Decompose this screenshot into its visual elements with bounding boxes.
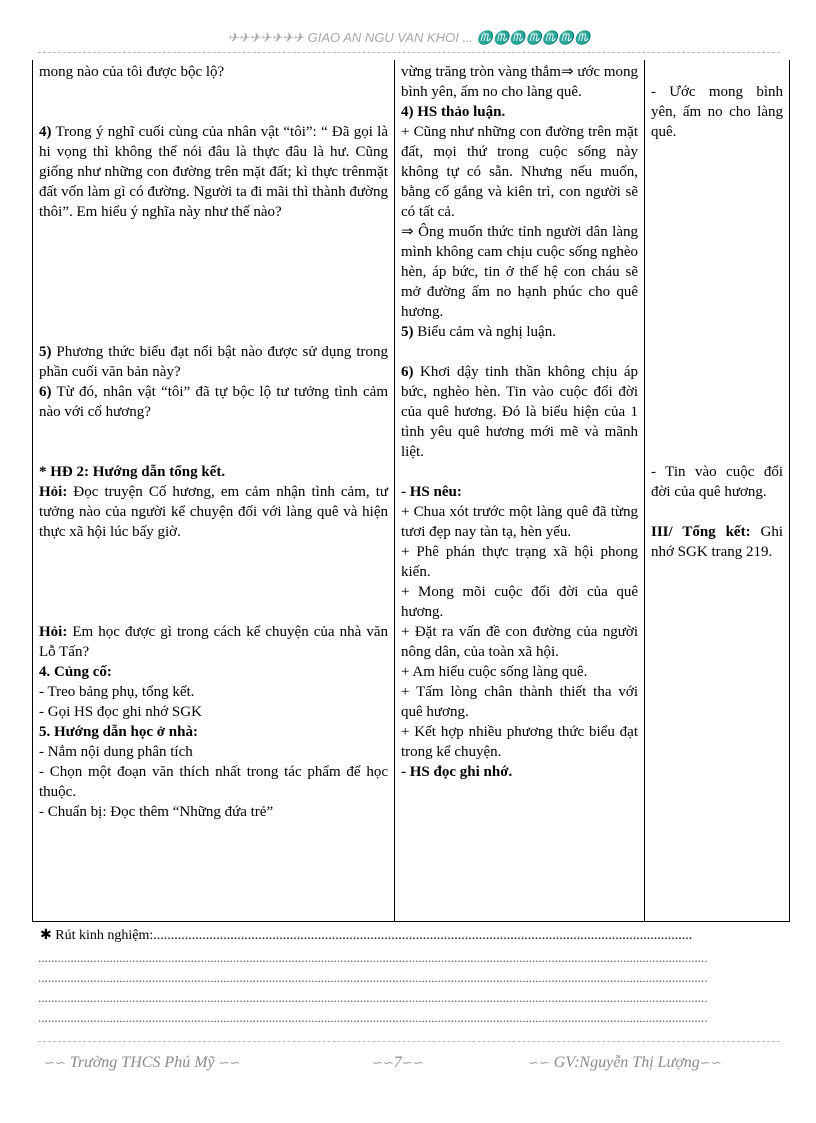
paragraph (401, 662, 638, 682)
paragraph (39, 582, 388, 602)
paragraph-text: Trong ý nghĩ cuối cùng của nhân vật “tôi”: “ Đã gọi là hi vọng thì không thể nói đâu là thực đâu là hư. Cũng giống như những con đường trên mặt đất; kì thực trênmặt đất vốn làm gì có đường. Người ta đi mãi thì thành đường thôi”. Em hiểu ý nghĩa này như thế nào? (39, 124, 388, 220)
paragraph (39, 322, 388, 342)
paragraph (39, 702, 388, 722)
footer-teacher (528, 1052, 722, 1074)
paragraph-text: + Mong mõi cuộc đổi đời của quê hương. (401, 584, 638, 620)
ornament-icon: ∽∽ (401, 1055, 424, 1070)
paragraph-text: - Gọi HS đọc ghi nhớ SGK (39, 704, 202, 720)
paragraph-text: + Đặt ra vấn đề con đường của người nông dân, của toàn xã hội. (401, 624, 638, 660)
paragraph (401, 762, 638, 782)
experience-notes (40, 926, 770, 946)
paragraph-text: Ghi nhớ SGK trang 219. (651, 524, 784, 560)
paragraph-text: Phương thức biểu đạt nổi bật nào được sử dụng trong phần cuối văn bản này? (39, 344, 388, 380)
paragraph (651, 62, 783, 82)
teacher-student-activity-column (33, 60, 395, 922)
paragraph-text: Biểu cảm và nghị luận. (413, 324, 556, 340)
paragraph-text: Em học được gì trong cách kể chuyện của nhà văn Lỗ Tấn? (39, 624, 388, 660)
lesson-table (32, 60, 790, 922)
paragraph (651, 242, 783, 262)
note-line: .............................................................................................................................................................................................................. (38, 970, 708, 985)
table-row (33, 60, 790, 922)
teacher-name: GV:Nguyễn Thị Lượng (553, 1054, 700, 1071)
bold-lead: 4) HS thảo luận. (401, 104, 506, 120)
paragraph (651, 202, 783, 222)
bold-lead: Hỏi: (39, 624, 68, 640)
paragraph-text: - Treo bảng phụ, tổng kết. (39, 684, 195, 700)
paragraph (39, 762, 388, 802)
paragraph (39, 62, 388, 82)
paragraph (651, 82, 783, 142)
paragraph (651, 522, 783, 562)
paragraph-text: + Cũng như những con đường trên mặt đất, mọi thứ trong cuộc sống này không tự có sẵn. Nhưng nếu muốn, bằng cố gắng và kiên trì, con người sẽ có tất cả. (401, 124, 638, 220)
paragraph-text: + Phê phán thực trạng xã hội phong kiến. (401, 544, 638, 580)
ornament-icon: ∽∽ (528, 1055, 550, 1070)
paragraph-text: + Kết hợp nhiều phương thức biểu đạt trong kể chuyện. (401, 724, 638, 760)
paragraph (651, 182, 783, 202)
paragraph (39, 102, 388, 122)
paragraph (651, 222, 783, 242)
paragraph (651, 502, 783, 522)
paragraph (401, 682, 638, 722)
paragraph (651, 302, 783, 322)
paragraph (401, 622, 638, 662)
paragraph (401, 722, 638, 762)
bold-lead: - HS nêu: (401, 484, 462, 500)
paragraph (651, 342, 783, 362)
paragraph-text: - Ước mong bình yên, ấm no cho làng quê. (651, 84, 783, 140)
paragraph (39, 722, 388, 742)
paragraph (39, 262, 388, 282)
content-summary-column (645, 60, 790, 922)
paragraph (651, 262, 783, 282)
ornament-icon: ∽∽ (699, 1055, 722, 1070)
paragraph (39, 662, 388, 682)
paragraph (39, 742, 388, 762)
paragraph (651, 362, 783, 382)
paragraph-text: + Am hiểu cuộc sống làng quê. (401, 664, 588, 680)
paragraph (651, 322, 783, 342)
paragraph (651, 162, 783, 182)
paragraph (651, 142, 783, 162)
bold-lead: 5) (401, 324, 414, 340)
paragraph (39, 422, 388, 442)
paragraph (39, 482, 388, 542)
paragraph (39, 442, 388, 462)
paragraph (401, 482, 638, 502)
paragraph-text: ⇒ Ông muốn thức tỉnh người dân làng mình không cam chịu cuộc sống nghèo hèn, áp bức, tin ở thế hệ con cháu sẽ mở đường ấm no hạnh phúc cho quê hương. (401, 224, 638, 320)
school-name: Trường THCS Phú Mỹ (69, 1054, 215, 1071)
header-divider (38, 52, 780, 53)
bold-lead: 5. Hướng dẫn học ở nhà: (39, 724, 198, 740)
paragraph (651, 402, 783, 422)
paragraph-text: Từ đó, nhân vật “tôi” đã tự bộc lộ tư tưởng tình cảm nào với cố hương? (39, 384, 388, 420)
paragraph (39, 602, 388, 622)
footer-school (44, 1052, 240, 1074)
paragraph-text: vừng trăng tròn vàng thắm⇒ ước mong bình yên, ấm no cho làng quê. (401, 64, 638, 100)
ornament-icon: ∽∽ (44, 1055, 66, 1070)
paragraph (39, 242, 388, 262)
paragraph (39, 222, 388, 242)
paragraph (401, 322, 638, 342)
paragraph (401, 502, 638, 542)
bold-lead: 5) (39, 344, 52, 360)
paragraph (651, 382, 783, 402)
bold-lead: 6) (39, 384, 52, 400)
paragraph (651, 462, 783, 502)
paragraph (401, 222, 638, 322)
paragraph (39, 562, 388, 582)
paragraph (39, 82, 388, 102)
bold-lead: * HĐ 2: Hướng dẫn tổng kết. (39, 464, 226, 480)
paragraph-text: - Chuẩn bị: Đọc thêm “Những đứa trẻ” (39, 804, 274, 820)
paragraph (401, 102, 638, 122)
paragraph (401, 462, 638, 482)
ornament-icon: ∽∽ (218, 1055, 241, 1070)
note-line: .............................................................................................................................................................................................................. (38, 950, 708, 965)
paragraph-text: - Chọn một đoạn văn thích nhất trong tác phẩm để học thuộc. (39, 764, 388, 800)
paragraph (401, 582, 638, 622)
bold-lead: 4. Củng cố: (39, 664, 112, 680)
bold-lead: - HS đọc ghi nhớ. (401, 764, 513, 780)
paragraph (39, 382, 388, 422)
paragraph-text: - Nắm nội dung phân tích (39, 744, 193, 760)
paragraph-text: + Tấm lòng chân thành thiết tha với quê hương. (401, 684, 638, 720)
paragraph (39, 802, 388, 822)
paragraph (39, 622, 388, 662)
footer-page-number (372, 1052, 424, 1074)
paragraph (401, 542, 638, 582)
paragraph (401, 62, 638, 102)
paragraph (651, 422, 783, 442)
bold-lead: III/ Tổng kết: (651, 524, 751, 540)
page-header: ✈✈✈✈✈✈✈ GIAO AN NGU VAN KHOI ... ♏♏♏♏♏♏♏ (227, 30, 591, 45)
paragraph (401, 362, 638, 462)
bold-lead: 6) (401, 364, 414, 380)
paragraph (401, 122, 638, 222)
experience-dots: .......................................................................................................................................................... (153, 928, 693, 943)
paragraph-text: + Chua xót trước một làng quê đã từng tươi đẹp nay tàn tạ, hèn yếu. (401, 504, 638, 540)
page-number: 7 (393, 1054, 402, 1071)
paragraph (39, 302, 388, 322)
bold-lead: Hỏi: (39, 484, 68, 500)
note-line: .............................................................................................................................................................................................................. (38, 1010, 708, 1025)
paragraph-text: Khơi dậy tinh thần không chịu áp bức, nghèo hèn. Tin vào cuộc đổi đời của quê hương. Đó là biểu hiện của 1 tình yêu quê hương mới mẽ và mãnh liệt. (401, 364, 638, 460)
paragraph-text: mong nào của tôi được bộc lộ? (39, 64, 225, 80)
paragraph (39, 462, 388, 482)
note-line: .............................................................................................................................................................................................................. (38, 990, 708, 1005)
student-response-column (395, 60, 645, 922)
paragraph (651, 282, 783, 302)
paragraph (39, 342, 388, 382)
paragraph-text: Đọc truyện Cố hương, em cảm nhận tình cảm, tư tưởng nào của người kể chuyện đối với làng quê và hiện thực xã hội lúc bấy giờ. (39, 484, 388, 540)
paragraph (39, 282, 388, 302)
paragraph (39, 682, 388, 702)
paragraph (39, 542, 388, 562)
ornament-icon: ∽∽ (372, 1055, 394, 1070)
paragraph (401, 342, 638, 362)
paragraph (651, 442, 783, 462)
bold-lead: 4) (39, 124, 52, 140)
footer-divider (38, 1041, 780, 1042)
experience-label: ✱ Rút kinh nghiệm: (40, 928, 154, 943)
paragraph-text: - Tin vào cuộc đổi đời của quê hương. (651, 464, 783, 500)
paragraph (39, 122, 388, 222)
